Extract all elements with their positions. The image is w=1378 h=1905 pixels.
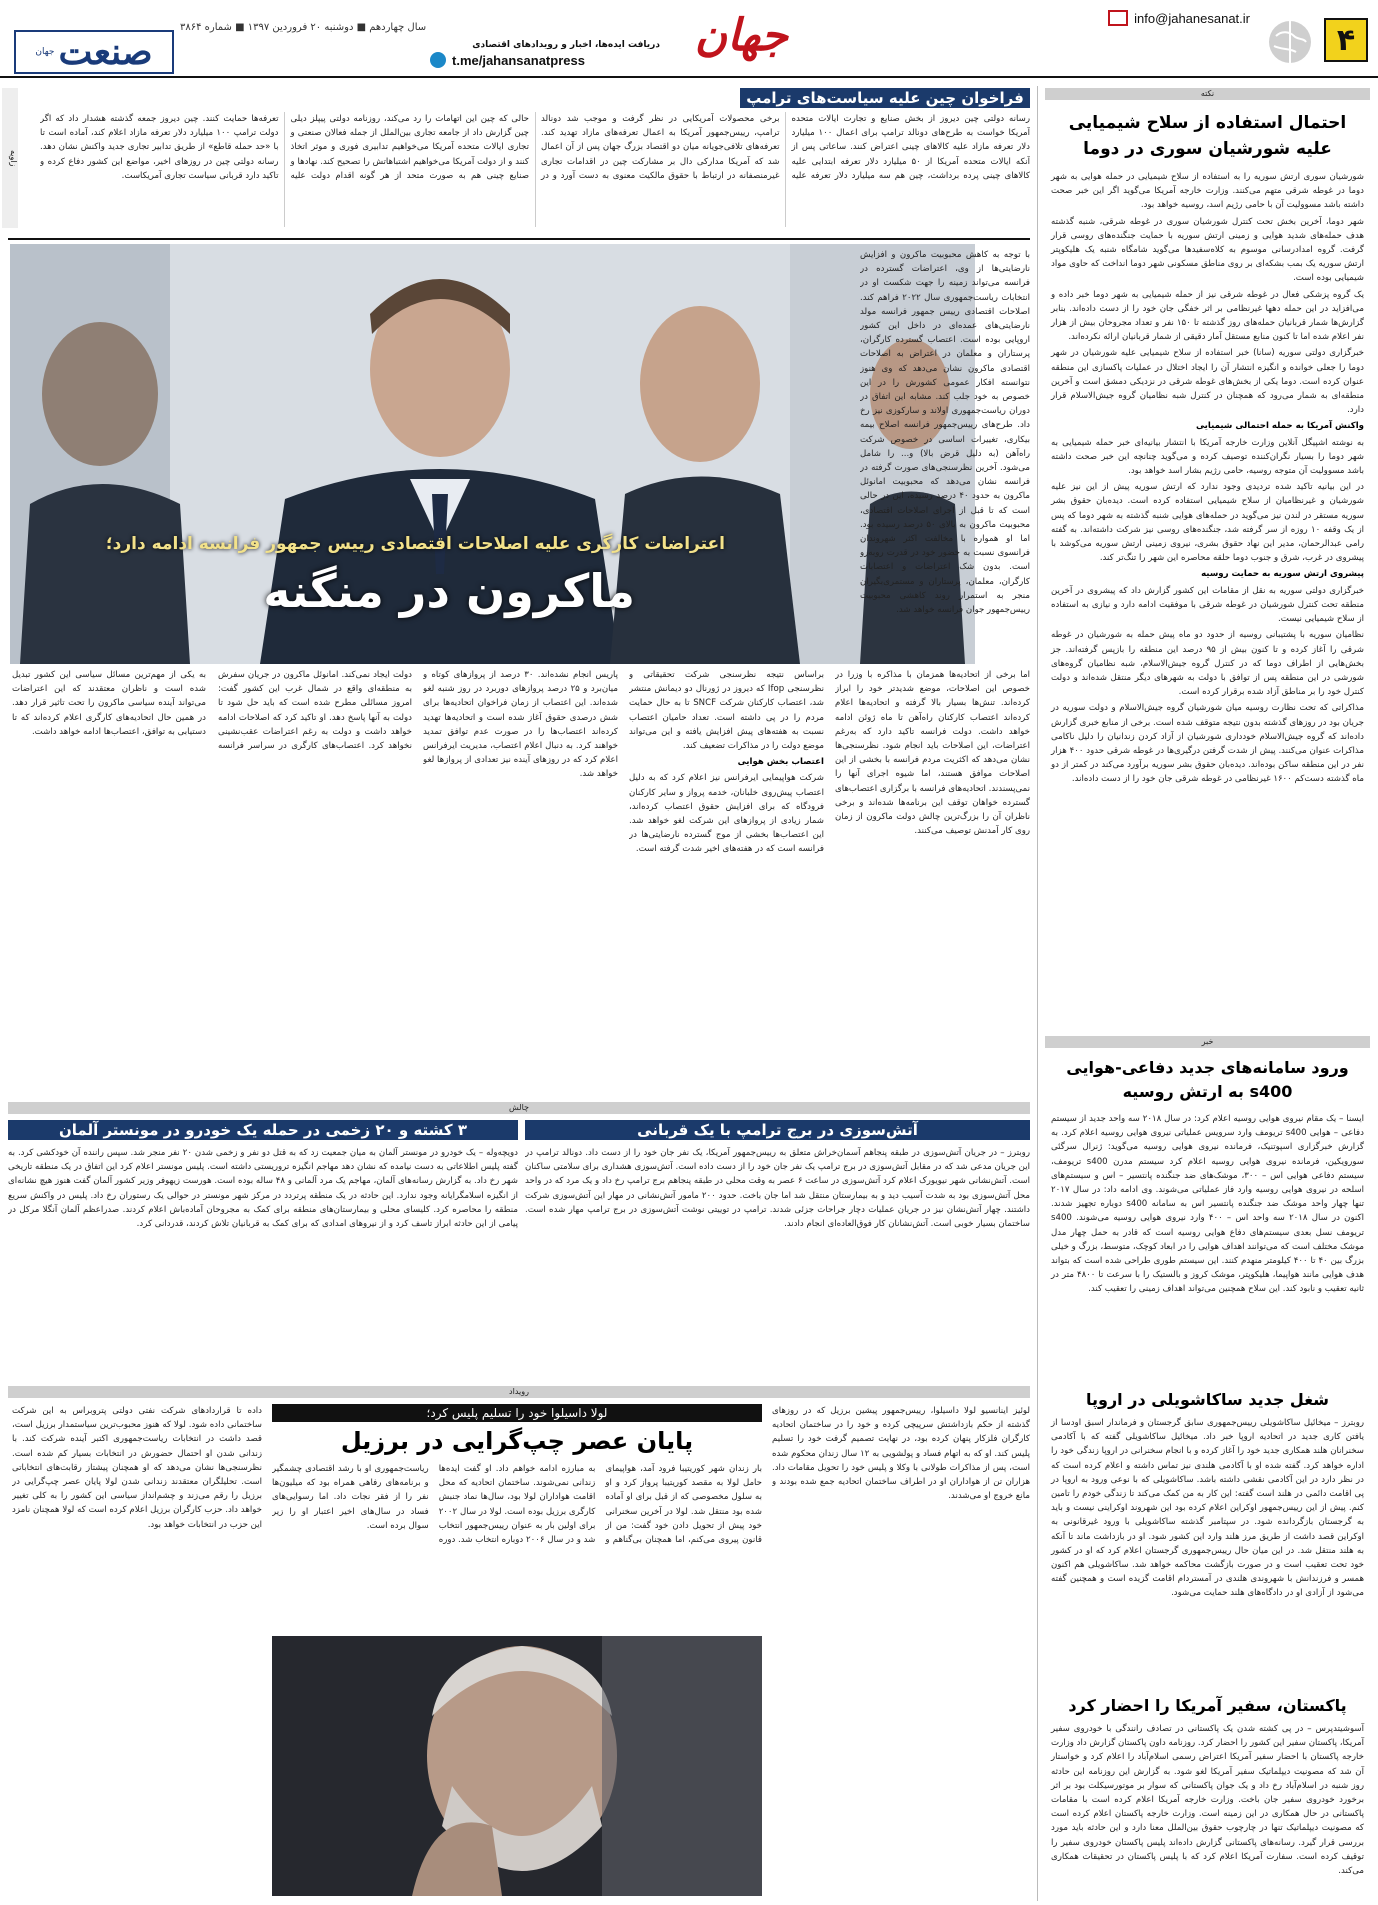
lula-photo xyxy=(272,1636,762,1896)
sakashvili-title: شغل جدید ساکاشویلی در اروپا xyxy=(1086,1390,1329,1409)
newspaper-logo: صنعت جهان xyxy=(14,30,174,74)
sakashvili-body: روبترز – میخائیل ساکاشویلی رییس‌جمهوری سابق گرجستان و فرماندار اسبق اودسا از یافتن کاری جدید در اتحادیه اروپا خبر داد. میخائیل ساکاشویلی گفته که با آکادمی سخنرانان هلند همکاری جدید خود را آغاز کرده و با انجام سخنرانی در اروپا زندگی خود را اداره خواهد کرد. گفته شده او با آکادمی هلندی نیز تماس داشته و اعلام کرده است که در نظر دارد در این آکادمی نقشی داشته باشد. ساکاشویلی که با نوعی ورود به اروپا در پی اقامت دائمی در هلند است گفته: این کار به من کمک می‌کند تا زندگی خودم را تامین کنم. پیش از این رییس‌جمهور اوکراین اعلام کرده بود این شهروند اوکراینی نیست و باید به گرجستان بازگردانده شود. در سپتامبر گذشته ساکاشویلی با ورود غیرقانونی به اوکراین قصد داشت از طریق مرز هلند وارد این کشور شود. او در بازداشت ماند تا آنکه به هلند منتقل شد. در این میان حال رییس‌جمهوری گرجستان اعلام کرد که او در کشور خود تحت تعقیب است و در صورت بازگشت محاکمه خواهد شد. ساکاشویلی هم اکنون همسر و فرزندانش با شهروندی هلندی در آمستردام اقامت گزیده است و همچنین گفته می‌شود از آزادی او در دادگاه‌های هلند حمایت می‌شود. xyxy=(1051,1418,1364,1599)
masthead xyxy=(0,0,1378,78)
china-title: فراخوان چین علیه سیاست‌های ترامپ xyxy=(740,88,1030,108)
pakistan-body: آسوشیتدپرس – در پی کشته شدن یک پاکستانی در تصادف رانندگی با خودروی سفیر آمریکا، پاکستان سفیر این کشور را احضار کرد. روزنامه داون پاکستان گزارش داد وزارت خارجه پاکستان با احضار سفیر آمریکا اعتراض رسمی اسلام‌آباد را اعلام کرد و خواستار آن شد که مصونیت دیپلماتیک سفیر آمریکا لغو شود. به گزارش این روزنامه این حادثه روز شنبه در اسلام‌آباد رخ داد و یک جوان پاکستانی که سوار بر موتورسیکلت بود بر اثر برخورد خودروی سفیر جان باخت. وزارت خارجه آمریکا اعلام کرده است با مقامات پاکستانی در حال همکاری در این زمینه است. وزارت خارجه پاکستان اعلام کرده است که مصونیت دیپلماتیک تنها در چارچوب حقوق بین‌الملل معنا دارد و این حادثه باید مورد بررسی قرار گیرد. رسانه‌های پاکستانی گزارش داده‌اند پلیس پاکستان خودروی سفیر را توقیف کرده است. سفارت آمریکا اعلام کرد که با پلیس پاکستان در تحقیقات همکاری می‌کند. xyxy=(1051,1724,1364,1877)
sakashvili-box xyxy=(1045,1384,1370,1684)
section-title: جهان xyxy=(694,10,788,61)
macron-intro: با توجه به کاهش محبوبیت ماکرون و افزایش نارضایتی‌ها از وی، اعتراضات گسترده در فرانسه می‌تواند زمینه را جهت شکست او در انتخابات ریاست‌جمهوری سال ۲۰۲۲ فراهم کند. اصلاحات اقتصادی رییس جمهور فرانسه مولد نارضایتی‌های عمده‌ای در داخل این کشور اروپایی بوده است. اعتصاب گسترده کارگران، پرستاران و معلمان در اعتراض به اصلاحات اقتصادی ماکرون نشان می‌دهد که وی هنوز نتوانسته افکار عمومی کشورش را در این خصوص به خود جلب کند. مشابه این اتفاق در دوران ریاست‌جمهوری اولاند و سارکوزی نیز رخ داد. طرح‌های رییس‌جمهور فرانسه اصلاح بیمه بیکاری، تغییرات اساسی در خصوص شرکت راه‌آهن (به دلیل قرض بالا) و... را شامل می‌شود. آخرین نظرسنجی‌های صورت گرفته در فرانسه نشان می‌دهد که محبوبیت امانوئل ماکرون به حدود ۴۰ درصد رسیده، این در حالی است که تا قبل از اجرای اصلاحات اقتصادی، محبوبیت ماکرون به بالای ۵۰ درصد رسیده بود. اما او همواره با مخالفت اکثر شهروندان فرانسوی نسبت به حضور خود در قدرت روبه‌رو است. بدون شک اعتراضات و اعتصابات کارگران، معلمان، پرستاران و مستمری‌بگیران منجر به استمرار روند کاهشی محبوبیت رییس‌جمهور جوان فرانسه خواهد شد. xyxy=(860,250,1030,616)
page-number: ۴ xyxy=(1324,18,1368,62)
china-side-tag: زاویه xyxy=(2,88,18,228)
china-box xyxy=(9,88,1030,233)
macron-headline: ماکرون در منگنه xyxy=(263,564,635,618)
issue-line: سال چهاردهم ■ دوشنبه ۲۰ فروردین ۱۳۹۷ ■ شماره ۳۸۶۴ xyxy=(180,22,427,33)
pakistan-box xyxy=(1045,1690,1370,1900)
note-subhead-2: پیشروی ارتش سوریه به حمایت روسیه xyxy=(1201,569,1364,580)
macron-col-4: دولت ایجاد نمی‌کند. امانوئل ماکرون در جریان سفرش به منطقه‌ای واقع در شمال غرب این کشور گفت: امروز مسائلی مطرح شده است که باید حل شود تا دولت به آنها پاسخ دهد. او تاکید کرد که اصلاحات ادامه خواهد داشت و دولت به رغم اعتراضات عقب‌نشینی نخواهد کرد. اعتصاب‌های کارگری در سراسر فرانسه به یکی از مهم‌ترین مسائل سیاسی این کشور تبدیل شده است و ناظران معتقدند که این اعتراضات می‌تواند آینده سیاسی ماکرون را تحت تاثیر قرار دهد. در همین حال اتحادیه‌های کارگری اعلام کرده‌اند که تا دستیابی به توافق، اعتصاب‌ها ادامه خواهد داشت. xyxy=(12,670,412,752)
telegram-block xyxy=(430,40,660,68)
email-line: info@jahanesanat.ir xyxy=(1108,8,1250,28)
s400-body: ایسنا – یک مقام نیروی هوایی روسیه اعلام کرد: در سال ۲۰۱۸ سه واحد جدید از سیستم دفاعی – هوایی s400 تریومف وارد سرویس عملیاتی نیروی هوایی روسیه اعلام کرد. به گزارش خبرگزاری اسپوتنیک، فرمانده نیروی هوایی روسیه می‌گوید: ژنرال سرگئی سورویکین، فرمانده نیروی هوایی روسیه اعلام کرد سیستم مدرن s400 تریومف، سیستم دفاعی هوایی اس – ۳۰۰، موشک‌های ضد جنگنده پانتسیر – اس و سیستم‌های اسلحه در نیروی هوایی روسیه وارد فاز عملیاتی می‌شوند. وی ادامه داد: در سال ۲۰۱۷ تنها چهار واحد موشک ضد جنگنده پانتسیر اس به سامانه s400 دوباره تجهیز شدند. اکنون در سال ۲۰۱۸ سه واحد اس – ۴۰۰ وارد نیروی هوایی روسیه می‌شوند. s400 تریومف نسل بعدی سیستم‌های دفاع هوایی روسیه است که قادر به حمل چهار مدل موشک مختلف است که می‌توانند اهداف هوایی را در ابعاد کوچک، متوسط، بزرگ و خیلی بزرگ بین ۴۰ تا ۴۰۰ کیلومتر منهدم کنند. این سیستم طوری طراحی شده است که بتواند هدف هوایی مانند هواپیما، هلیکوپتر، موشک کروز و بالستیک را با سرعت تا ۴۸۰۰ متر در ثانیه تعقیب و نابود کند. این سلاح همچنین می‌تواند اهداف زمینی را تعقیب کند. xyxy=(1051,1114,1364,1295)
lula-col-4: داده تا قرارداد‌های شرکت نفتی دولتی پتروبراس به این شرکت ساختمانی داده شود. لولا که هنوز محبوب‌ترین سیاستمدار برزیل است، قصد داشت در انتخابات ریاست‌جمهوری اکتبر آینده شرکت کند. با زندانی شدن او احتمال حضورش در انتخابات بسیار کم شده است. نظرسنجی‌ها نشان می‌دهد که او همچنان پیشتاز رقابت‌های انتخاباتی است. تحلیلگران معتقدند زندانی شدن لولا پایان عصر چپ‌گرایی در برزیل را رقم می‌زند و چشم‌انداز سیاسی این کشور را به کلی تغییر خواهد داد. حزب کارگران برزیل اعلام کرده است که لولا همچنان نامزد این حزب در انتخابات خواهد بود. xyxy=(12,1406,262,1530)
s400-box xyxy=(1045,1036,1370,1376)
trump-body: روبترز – در جریان آتش‌سوزی در طبقه پنجاهم آسمان‌خراش متعلق به رییس‌جمهور آمریکا، یک نفر جان خود را از دست داد. دونالد ترامپ در این جریان مدعی شد که در مقابل آتش‌سوزی در برج ترامپ یک نفر جان خود را از دست داده است. آتش‌سوزی هشداری برای سلامتی ساکنان است. آتش‌نشانی شهر نیویورک اعلام کرد آتش‌سوزی در ساعت ۶ عصر به وقت محلی در طبقه پنجاهم برج ترامپ رخ داد و یک مرد که در واحد محل آتش‌سوزی بود به شدت آسیب دید و به بیمارستان منتقل شد اما جان باخت. حدود ۲۰۰ مامور آتش‌نشانی در مهار این آتش‌سوزی شرکت داشتند. چهار آتش‌نشان نیز در جریان عملیات دچار جراحات جزئی شدند. ترامپ در توییتی نوشت آتش‌سوزی در برج ترامپ مهار شده است. ساختمان بسیار خوبی است. آتش‌نشانان کار فوق‌العاده‌ای انجام دادند. xyxy=(525,1148,1030,1230)
macron-subhead: اعتصاب بخش هوایی xyxy=(737,757,824,768)
lula-headline: پایان عصر چپ‌گرایی در برزیل xyxy=(340,1427,694,1455)
macron-col-2: براساس نتیجه نظرسنجی شرکت تحقیقاتی و نظرسنجی Ifop که دیروز در ژورنال دو دیمانش منتشر شد، اعتصاب کارکنان شرکت SNCF تا به حال حمایت مردم را در پی داشته است. تعداد حامیان اعتصاب نسبت به هفته‌های پیش افزایش یافته و این می‌تواند موضع دولت را در مذاکرات تضعیف کند. اعتصاب بخش هوایی شرکت هواپیمایی ایرفرانس نیز اعلام کرد که به دلیل اعتصاب پیش‌روی خلبانان، خدمه پرواز و سایر کارکنان فرودگاه که برای افزایش حقوق اعتصاب کرده‌اند، شمار زیادی از پروازهای این شرکت لغو خواهد شد. این اعتصاب‌ها بخشی از موج گسترده نارضایتی‌ها در فرانسه است که در هفته‌های اخیر شدت گرفته است. xyxy=(629,670,824,855)
mail-icon xyxy=(1108,10,1128,26)
note-title: احتمال استفاده از سلاح شیمیایی علیه شورشیان سوری در دوما xyxy=(1068,113,1347,159)
pakistan-title: پاکستان، سفیر آمریکا را احضار کرد xyxy=(1068,1696,1347,1715)
munster-box xyxy=(8,1120,518,1380)
events-tag: رویداد xyxy=(8,1386,1030,1398)
globe-icon xyxy=(1266,18,1314,66)
telegram-note: دریافت ایده‌ها، اخبار و رویدادهای اقتصادی xyxy=(472,40,660,50)
munster-body: دویچه‌وله – یک خودرو در مونستر آلمان به میان جمعیت زد که به قتل دو نفر و زخمی شدن ۲۰ نفر منجر شد. سپس راننده آن خودکشی کرد. به گفته پلیس اطلاعاتی به دست نیامده که نشان دهد مهاجم انگیزه تروریستی داشته است. پلیس مونستر اعلام کرد این اتفاق در یک منطقه تاریخی شهر رخ داد. به گزارش رسانه‌های آلمان، مهاجم یک مرد آلمانی و ۴۸ ساله بوده است. هورست زیهوفر وزیر کشور آلمان گفت هنوز هیچ نشانه‌ای از انگیزه اسلامگرایانه وجود ندارد. این حادثه در یک منطقه پرتردد در مرکز شهر مونستر در حوالی یک رستوران رخ داد. پلیس در واکنش سریع منطقه را محاصره کرد. کلیسای محلی و بیمارستان‌های منطقه برای کمک به مجروحان آماده‌باش اعلام کردند. صدراعظم آلمان آنگلا مرکل در پیامی از این حادثه ابراز تاسف کرد و از نیروهای امدادی که برای کمک به قربانیان تلاش کردند، قدردانی کرد. xyxy=(8,1148,518,1230)
macron-col-3: پاریس انجام نشده‌اند. ۳۰ درصد از پروازهای کوتاه و میان‌برد و ۲۵ درصد پروازهای دوربرد در روز شنبه لغو شده‌اند. این اعتصاب از زمان فراخوان اتحادیه‌ها برای شش درصدی حقوق آغاز شده است و اتحادیه‌ها تهدید کرده‌اند اعتصاب‌ها را در صورت عدم توافق تمدید خواهند کرد. به دنبال اعلام اعتصاب، مدیریت ایرفرانس اعلام کرد که در روزهای آینده نیز تعدادی از پروازها لغو خواهد شد. xyxy=(423,670,618,780)
note-tag: نکته xyxy=(1045,88,1370,100)
trump-title: آتش‌سوزی در برج ترامپ با یک قربانی xyxy=(525,1120,1030,1140)
note-subhead-1: واکنش آمریکا به حمله احتمالی شیمیایی xyxy=(1195,421,1364,432)
macron-body xyxy=(8,668,1030,1093)
lula-col-1: لوئیز اینانسیو لولا داسیلوا، رییس‌جمهور پیشین برزیل که در روزهای گذشته از حکم بازداشتش سرپیچی کرده و خود را در ساختمان اتحادیه کارگران فلزکار پنهان کرده بود، در نهایت تصمیم گرفت خود را تسلیم پلیس کند. او که به اتهام فساد و پولشویی به ۱۲ سال زندان محکوم شده است، پس از مذاکرات طولانی با وکلا و پلیس خود را تحویل مقامات داد. هزاران تن از هواداران او در اطراف ساختمان اتحادیه جمع شده بودند و مانع خروج او می‌شدند. xyxy=(772,1406,1030,1502)
lula-kicker: لولا داسیلوا خود را تسلیم پلیس کرد؛ xyxy=(272,1404,762,1422)
s400-tag: خبر xyxy=(1045,1036,1370,1048)
macron-photo xyxy=(10,244,975,664)
lula-col-2: بار زندان شهر کوریتیبا فرود آمد، هواپیمای حامل لولا به مقصد کوریتیبا پرواز کرد و او به سلول مخصوصی که از قبل برای او آماده شده بود منتقل شد. لولا در آخرین سخنرانی خود پیش از تحویل دادن خود گفت: من از قانون پیروی می‌کنم، اما همچنان بی‌گناهم و به مبارزه ادامه خواهم داد. او گفت ایده‌ها زندانی نمی‌شوند. ساختمان اتحادیه که محل اقامت هواداران لولا بود، سال‌ها نماد جنبش کارگری برزیل بوده است. لولا در سال ۲۰۰۲ برای اولین بار به عنوان رییس‌جمهور انتخاب شد و در سال ۲۰۰۶ دوباره انتخاب شد. دوره ریاست‌جمهوری او با رشد اقتصادی چشمگیر و برنامه‌های رفاهی همراه بود که میلیون‌ها نفر را از فقر نجات داد. اما رسوایی‌های فساد در سال‌های اخیر اعتبار او را زیر سوال برده است. xyxy=(272,1464,762,1546)
note-body: شورشیان سوری ارتش سوریه را به استفاده از سلاح شیمیایی در حمله هوایی به شهر دوما در غوطه شرقی متهم می‌کنند. وزارت خارجه آمریکا می‌گوید اگر این خبر صحت داشته باشد مسوولیت آن با حامی رژیم اسد، روسیه خواهد بود. شهر دوما، آخرین بخش تحت کنترل شورشیان سوری در غوطه شرقی، شنبه گذشته هدف حمله‌های شدید هوایی و زمینی ارتش سوریه با حمایت جنگنده‌های روسی قرار گرفت. گروه امدادرسانی موسوم به کلاه‌سفیدها می‌گوید شامگاه شنبه یک هلیکوپتر ارتش سوریه یک بمب بشکه‌ای بر روی مناطق مسکونی شهر دوما انداخت که حاوی مواد شیمیایی بوده است. یک گروه پزشکی فعال در غوطه شرقی نیز از حمله شیمیایی به شهر دوما خبر داده و می‌افزاید در این حمله دهها غیرنظامی بر اثر خفگی جان خود را از دست داده‌اند. بنابر گزارش‌ها شمار قربانیان حمله‌های روز گذشته تا ۱۵۰ نفر و تعداد مجروحان بیش از هزار نفر اعلام شده اما تا کنون منابع مستقل آمار دقیقی از شمار قربانیان ارائه نکرده‌اند. خبرگزاری دولتی سوریه (سانا) خبر استفاده از سلاح شیمیایی علیه شورشیان در شهر دوما را جعلی خوانده و انگیزه انتشار آن را ایجاد اختلال در عملیات پاکسازی این منطقه عنوان کرده است. دوما یکی از بخش‌های غوطه شرقی در نزدیکی دمشق است و آخرین منطقه‌ای به شمار می‌رود که همچنان در کنترل شبه نظامیان گروه جیش‌الاسلام قرار دارد. واکنش آمریکا به حمله احتمالی شیمیایی به نوشته اشپیگل آنلاین وزارت خارجه آمریکا با انتشار بیانیه‌ای خبر حمله شیمیایی به شهر دوما را بسیار نگران‌کننده توصیف کرده و می‌گوید چنانچه این خبر صحت داشته باشد مسوولیت آن متوجه روسیه، حامی رژیم بشار اسد خواهد بود. در این بیانیه تاکید شده تردیدی وجود ندارد که ارتش سوریه پیش از این نیز علیه شورشیان و غیرنظامیان از سلاح شیمیایی استفاده کرده است. دیده‌بان حقوق بشر سوریه مستقر در لندن نیز می‌گوید در حمله‌های هوایی شنبه گذشته به شهر دوما که پس از یک وقفه ۱۰ روزه از سر گرفته شد، جنگنده‌های روسی نیز شرکت داشته‌اند. به گفته رامی عبدالرحمان، مدیر این نهاد حقوق بشری، نیروی زمینی ارتش سوریه می‌کوشد با پیشروی در غرب، شرق و جنوب دوما حلقه محاصره این شهر را تنگ‌تر کند. پیشروی ارتش سوریه به حمایت روسیه خبرگزاری دولتی سوریه به نقل از مقامات این کشور گزارش داد که پیشروی در آخرین منطقه تحت کنترل شورشیان در غوطه شرقی با موفقیت ادامه دارد و نیازی به استفاده از سلاح شیمیایی نیست. نظامیان سوریه با پشتیبانی روسیه از حدود دو ماه پیش حمله به شورشیان در غوطه شرقی را آغاز کرده و تا کنون بیش از ۹۵ درصد این منطقه را بازپس گرفته‌اند. جز بخش‌هایی از اطراف دوما که در کنترل گروه جیش‌الاسلام، شبه نظامیان گروه‌های شورشی در این منطقه پس از توافق با دولت به شهرهای دیگر منتقل شده‌اند و دولت کنترل خود را بر مناطق آزاد شده برقرار کرده است. مذاکراتی که تحت نظارت روسیه میان شورشیان گروه جیش‌الاسلام و دولت سوریه در جریان بود در روزهای گذشته بدون نتیجه متوقف شده است. برخی از منابع خبری گزارش داده‌اند که گروه جیش‌الاسلام خودداری شورشیان از آزاد کردن زندانیان را دلیل ناکامی مذاکرات عنوان می‌کنند. پیش از شدت گرفتن درگیری‌ها در غوطه شرقی حدود ۴۰۰ هزار نفر در این منطقه ساکن بوده‌اند. دیده‌بان حقوق بشر سوریه برآورد می‌کند در کمتر از دو ماه گذشته دست‌کم ۱۶۰۰ غیرنظامی در غوطه شرقی جان خود را از دست داده‌اند. xyxy=(1051,172,1365,785)
note-box xyxy=(1045,88,1370,1028)
munster-title: ۳ کشته و ۲۰ زخمی در حمله یک خودرو در مونستر آلمان xyxy=(8,1120,518,1140)
telegram-icon xyxy=(430,52,446,68)
china-body: رسانه دولتی چین دیروز از بخش صنایع و تجارت ایالات متحده آمریکا خواست به طرح‌های دونالد ترامپ برای اعمال ۱۰۰ میلیارد دلار تعرفه مازاد علیه کالاهای چینی اعتراض کنند. ساعاتی پس از آنکه ایالات متحده آمریکا از ۵۰ میلیارد دلار تعرفه ابتدایی علیه کالاهای چینی پرده برداشت، چین هم سه میلیارد دلار تعرفه علیه برخی محصولات آمریکایی در نظر گرفت و موجب شد دونالد ترامپ، رییس‌جمهور آمریکا به اعمال تعرفه‌های مازاد تهدید کند. تعرفه‌های تلافی‌جویانه میان دو اقتصاد بزرگ جهان پس از آن اعمال شد که آمریکا مدارکی دال بر مشارکت چین در اقدامات تجاری غیرمنصفانه در ارتباط با حقوق مالکیت معنوی به دست آورد و در حالی که چین این اتهامات را رد می‌کند، روزنامه دولتی پیپلز دیلی چین گزارش داد از جامعه تجاری بین‌الملل از جمله فعالان صنعتی و تجاری ایالات متحده آمریکا می‌خواهیم تدابیری فوری و موثر اتخاذ کنند و از دولت آمریکا می‌خواهیم اشتباهاتش را تصحیح کند. نهادها و صنایع چینی هم به صورت متحد از هر گونه اقدام دولت علیه تعرفه‌ها حمایت کنند. چین دیروز جمعه گذشته هشدار داد که اگر دولت ترامپ ۱۰۰ میلیارد دلار تعرفه مازاد اعلام کند، آماده است تا با «حد حمله قاطع» از طریق تدابیر تجاری جدید واکنش نشان دهد. رسانه دولتی چین در روزهای اخیر، مواضع این کشور دفاع کرده و تاکید دارد قربانی سیاست تجاری آمریکاست. xyxy=(40,114,1030,181)
telegram-link[interactable]: t.me/jahansanatpress xyxy=(452,52,585,68)
macron-kicker: اعتراضات کارگری علیه اصلاحات اقتصادی رییس جمهور فرانسه ادامه دارد؛ xyxy=(105,534,725,554)
lula-illustration xyxy=(272,1636,762,1896)
challenge-tag: چالش xyxy=(8,1102,1030,1114)
trump-box xyxy=(525,1120,1030,1380)
macron-col-1: اما برخی از اتحادیه‌ها همزمان با مذاکره با وزرا در خصوص این اصلاحات، موضع شدیدتر خود را ابراز کرده‌اند. تنش‌ها بسیار بالا گرفته و اتحادیه‌ها اعلام کرده‌اند اعتصاب کارکنان راه‌آهن تا ماه ژوئن ادامه خواهد داشت. دولت فرانسه تاکید دارد که به‌رغم اعتراضات، این اصلاحات باید انجام شود. نظرسنجی‌ها نشان می‌دهد که اکثریت مردم فرانسه با بخشی از این اصلاحات موافق هستند، اما شیوه اجرای آنها را نمی‌پسندند. اتحادیه‌های فرانسه با برگزاری اعتصاب‌های گسترده خواهان توقف این برنامه‌ها شده‌اند و برخی ناظران آن را بزرگ‌ترین چالش دولت ماکرون از زمان روی کار آمدنش توصیف می‌کنند. xyxy=(835,670,1030,837)
lula-box xyxy=(8,1404,1030,1900)
s400-title: ورود سامانه‌های جدید دفاعی-هوایی s400 به ارتش روسیه xyxy=(1066,1058,1349,1101)
